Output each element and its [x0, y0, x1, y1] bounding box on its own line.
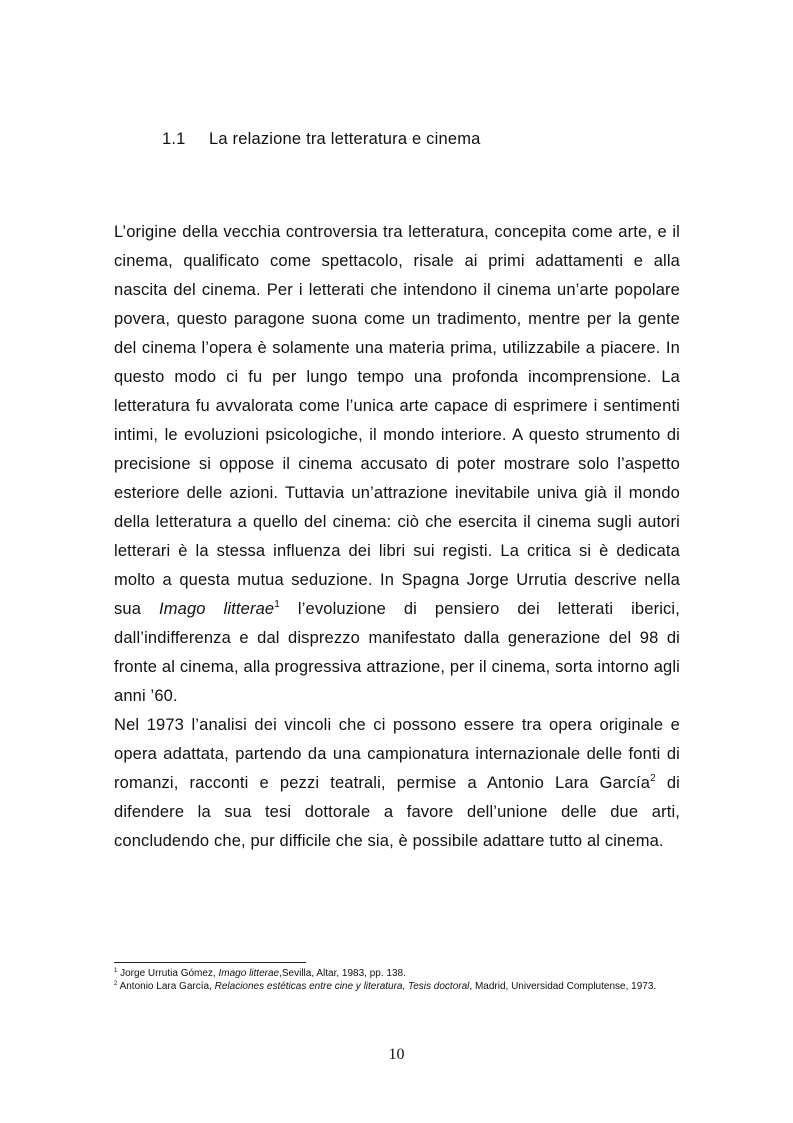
- footnote-author: Jorge Urrutia Gómez,: [117, 968, 219, 979]
- section-heading: [162, 130, 481, 149]
- paragraph-1-text-b: l’evoluzione di pensiero dei letterati iberici, dall’indifferenza e dal disprezzo manifestato dalla generazione del 98 di fronte al cinema, alla progressiva attrazione, per il cinema, sorta intorno agli anni ’60.: [114, 600, 680, 705]
- paragraph-2: [114, 711, 680, 856]
- footnote-2: [114, 981, 680, 994]
- footnote-title: Imago litterae: [218, 968, 280, 979]
- footnote-mark: 2: [114, 980, 118, 987]
- paragraph-2-text-b: di difendere la sua tesi dottorale a favore dell’unione delle due arti, concludendo che, pur difficile che sia, è possibile adattare tutto al cinema.: [114, 774, 680, 850]
- footnote-author: Antonio Lara García,: [117, 980, 215, 992]
- page-number: 10: [388, 1046, 405, 1063]
- footnote-title: Relaciones estéticas entre cine y literatura, Tesis doctoral: [214, 980, 470, 992]
- footnote-reference-2: 2: [650, 773, 656, 784]
- body-text: [114, 218, 680, 856]
- paragraph-1: [114, 218, 680, 711]
- footnote-separator: [114, 962, 306, 963]
- footnote-mark: 1: [114, 968, 118, 974]
- paragraph-1-text-a: L’origine della vecchia controversia tra letteratura, concepita come arte, e il cinema, qualificato come spettacolo, risale ai primi adattamenti e alla nascita del cinema. Per i letterati che intendono il cinema un’arte popolare povera, questo paragone suona come un tradimento, mentre per la gente del cinema l’opera è solamente una materia prima, utilizzabile a piacere. In questo modo ci fu per lungo tempo una profonda incomprensione. La letteratura fu avvalorata come l’unica arte capace di esprimere i sentimenti intimi, le evoluzioni psicologiche, il mondo interiore. A questo strumento di precisione si oppose il cinema accusato di poter mostrare solo l’aspetto esteriore delle azioni. Tuttavia un’attrazione inevitabile univa già il mondo della letteratura a quello del cinema: ciò che esercita il cinema sugli autori letterari è la stessa influenza dei libri sui registi. La critica si è dedicata molto a questa mutua seduzione. In Spagna Jorge Urrutia descrive nella sua: [114, 223, 680, 618]
- footnote-1: [114, 968, 680, 981]
- book-title-imago-litterae: Imago litterae: [158, 600, 275, 618]
- paragraph-2-text-a: Nel 1973 l’analisi dei vincoli che ci possono essere tra opera originale e opera adattata, partendo da una campionatura internazionale delle fonti di romanzi, racconti e pezzi teatrali, permise a Antonio Lara García: [114, 716, 680, 792]
- footnote-details: , Madrid, Universidad Complutense, 1973.: [469, 980, 657, 992]
- section-number: 1.1: [162, 130, 186, 148]
- footnote-details: ,Sevilla, Altar, 1983, pp. 138.: [279, 968, 406, 979]
- footnote-reference-1: 1: [274, 599, 280, 610]
- section-title: La relazione tra letteratura e cinema: [209, 130, 481, 148]
- footnotes: [114, 968, 680, 993]
